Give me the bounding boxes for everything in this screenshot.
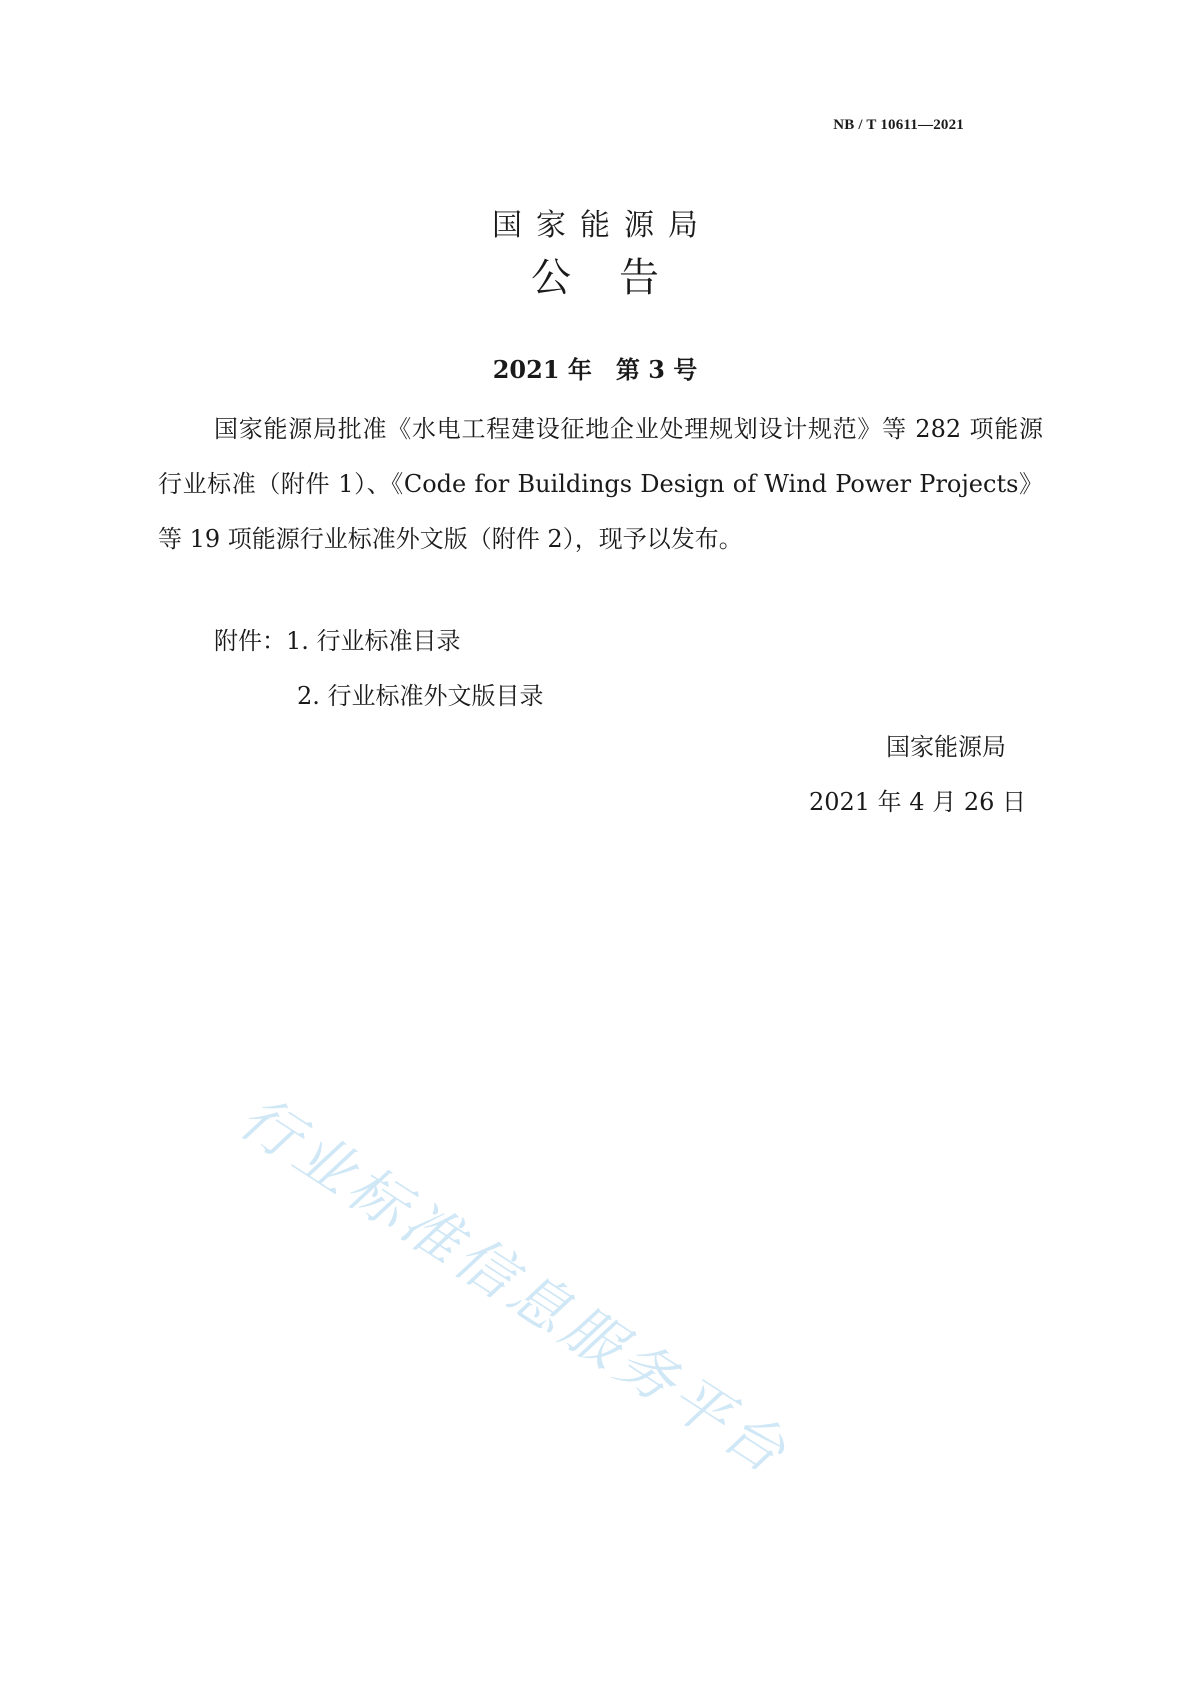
document-type: 公告	[531, 255, 707, 301]
attachment-item-1: 1. 行业标准目录	[286, 627, 461, 655]
document-number: 2021 年 第 3 号	[492, 355, 698, 384]
signer: 国家能源局	[886, 733, 1006, 761]
attachment-item	[214, 669, 544, 724]
attachment-item-2: 2. 行业标准外文版目录	[297, 682, 544, 710]
issuer-title: 国家能源局	[492, 208, 712, 243]
standard-code: NB / T 10611—2021	[833, 117, 964, 133]
attachment-item	[214, 614, 544, 669]
watermark: 行业标准信息服务平台	[227, 1082, 802, 1489]
attachments-list	[214, 614, 544, 724]
signature-date: 2021 年 4 月 26 日	[808, 788, 1026, 816]
attachments-label: 附件：	[214, 627, 286, 655]
announcement-body: 国家能源局批准《水电工程建设征地企业处理规划设计规范》等 282 项能源行业标准（附件 1）、《Code for Buildings Design of Wind Power Projects》等 19 项能源行业标准外文版（附件 2），现予以发布。	[158, 415, 1043, 553]
